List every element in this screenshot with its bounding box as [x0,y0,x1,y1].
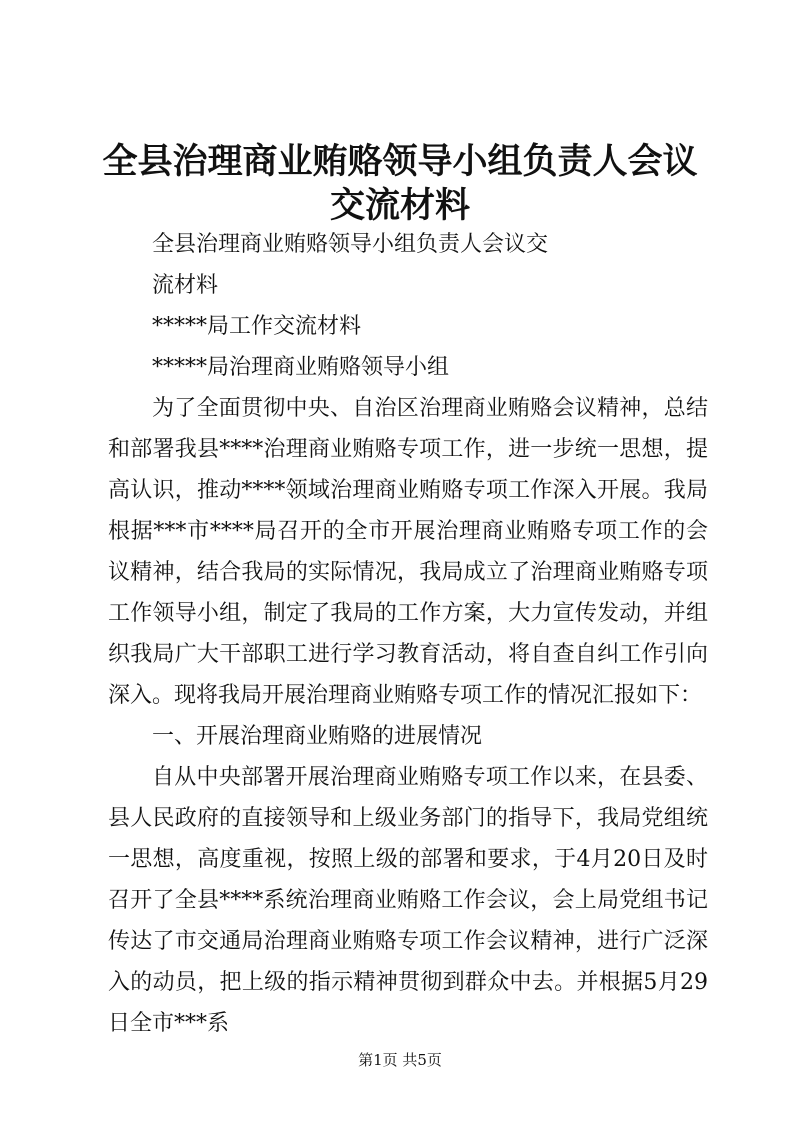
paragraph-introduction: 为了全面贯彻中央、自治区治理商业贿赂会议精神，总结和部署我县****治理商业贿赂专项工作，进一步统一思想，提高认识，推动****领域治理商业贿赂专项工作深入开展。我局根据***市****局召开的全市开展治理商业贿赂专项工作的会议精神，结合我局的实际情况，我局成立了治理商业贿赂专项工作领导小组，制定了我局的工作方案，大力宣传发动，并组织我局广大干部职工进行学习教育活动，将自查自纠工作引向深入。现将我局开展治理商业贿赂专项工作的情况汇报如下： [108,396,708,708]
page-number: 第1页 共5页 [358,1051,442,1069]
paragraph-bureau-report: *****局工作交流材料 [152,314,362,339]
section-heading-progress: 一、开展治理商业贿赂的进展情况 [152,724,483,749]
paragraph-subtitle-line-2: 流材料 [152,273,219,298]
paragraph-progress-details: 自从中央部署开展治理商业贿赂专项工作以来，在县委、县人民政府的直接领导和上级业务部门的指导下，我局党组统一思想，高度重视，按照上级的部署和要求，于4月20日及时召开了全县****系统治理商业贿赂工作会议，会上局党组书记传达了市交通局治理商业贿赂专项工作会议精神，进行广泛深入的动员，把上级的指示精神贯彻到群众中去。并根据5月29日全市***系 [108,765,708,1036]
paragraph-leading-group: *****局治理商业贿赂领导小组 [152,355,450,380]
document-body [108,224,708,1044]
paragraph-subtitle-line-1: 全县治理商业贿赂领导小组负责人会议交 [152,232,549,257]
document-title: 全县治理商业贿赂领导小组负责人会议交流材料 [102,141,698,226]
